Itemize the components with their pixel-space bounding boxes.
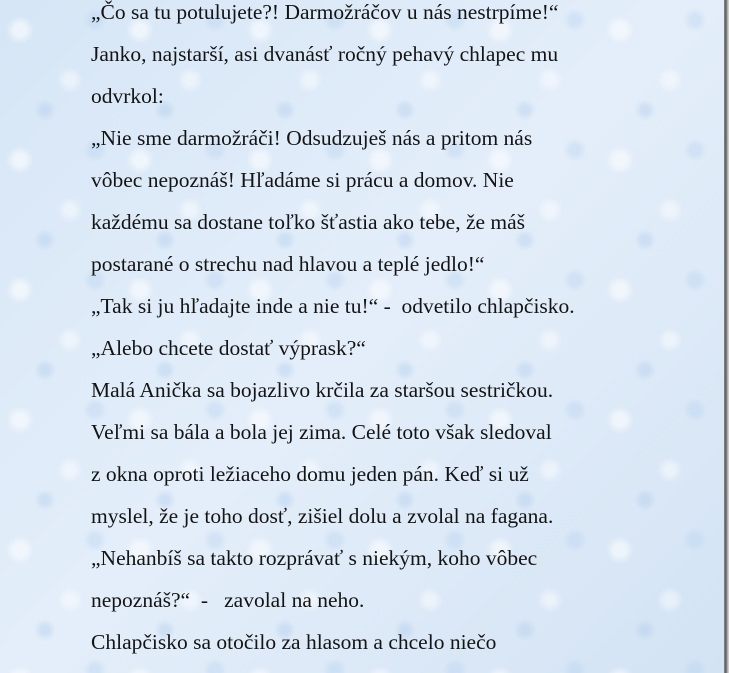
text-line: každému sa dostane toľko šťastia ako tebe, že máš	[91, 210, 526, 234]
text-line: Janko, najstarší, asi dvanásť ročný pehavý chlapec mu	[91, 42, 559, 66]
text-line: postarané o strechu nad hlavou a teplé jedlo!“	[91, 252, 485, 276]
text-line: „Tak si ju hľadajte inde a nie tu!“ - odvetilo chlapčisko.	[91, 294, 575, 318]
text-line: „Nehanbíš sa takto rozprávať s niekým, koho vôbec	[91, 546, 538, 570]
text-line: z okna oproti ležiaceho domu jeden pán. Keď si už	[91, 462, 529, 486]
text-line: „Čo sa tu potulujete?! Darmožráčov u nás nestrpíme!“	[91, 0, 559, 24]
text-line: Veľmi sa bála a bola jej zima. Celé toto však sledoval	[91, 420, 552, 444]
text-line: Malá Anička sa bojazlivo krčila za staršou sestričkou.	[91, 378, 554, 402]
text-line: odvrkol:	[91, 84, 164, 108]
text-line: vôbec nepoznáš! Hľadáme si prácu a domov. Nie	[91, 168, 514, 192]
text-line: „Nie sme darmožráči! Odsudzuješ nás a pritom nás	[91, 126, 533, 150]
window-right-edge	[724, 0, 729, 673]
text-line: „Alebo chcete dostať výprask?“	[91, 336, 366, 360]
text-line: Chlapčisko sa otočilo za hlasom a chcelo niečo	[91, 630, 497, 654]
text-line: myslel, že je toho dosť, zišiel dolu a zvolal na fagana.	[91, 504, 554, 528]
text-line: nepoznáš?“ - zavolal na neho.	[91, 588, 365, 612]
story-text	[91, 0, 711, 663]
